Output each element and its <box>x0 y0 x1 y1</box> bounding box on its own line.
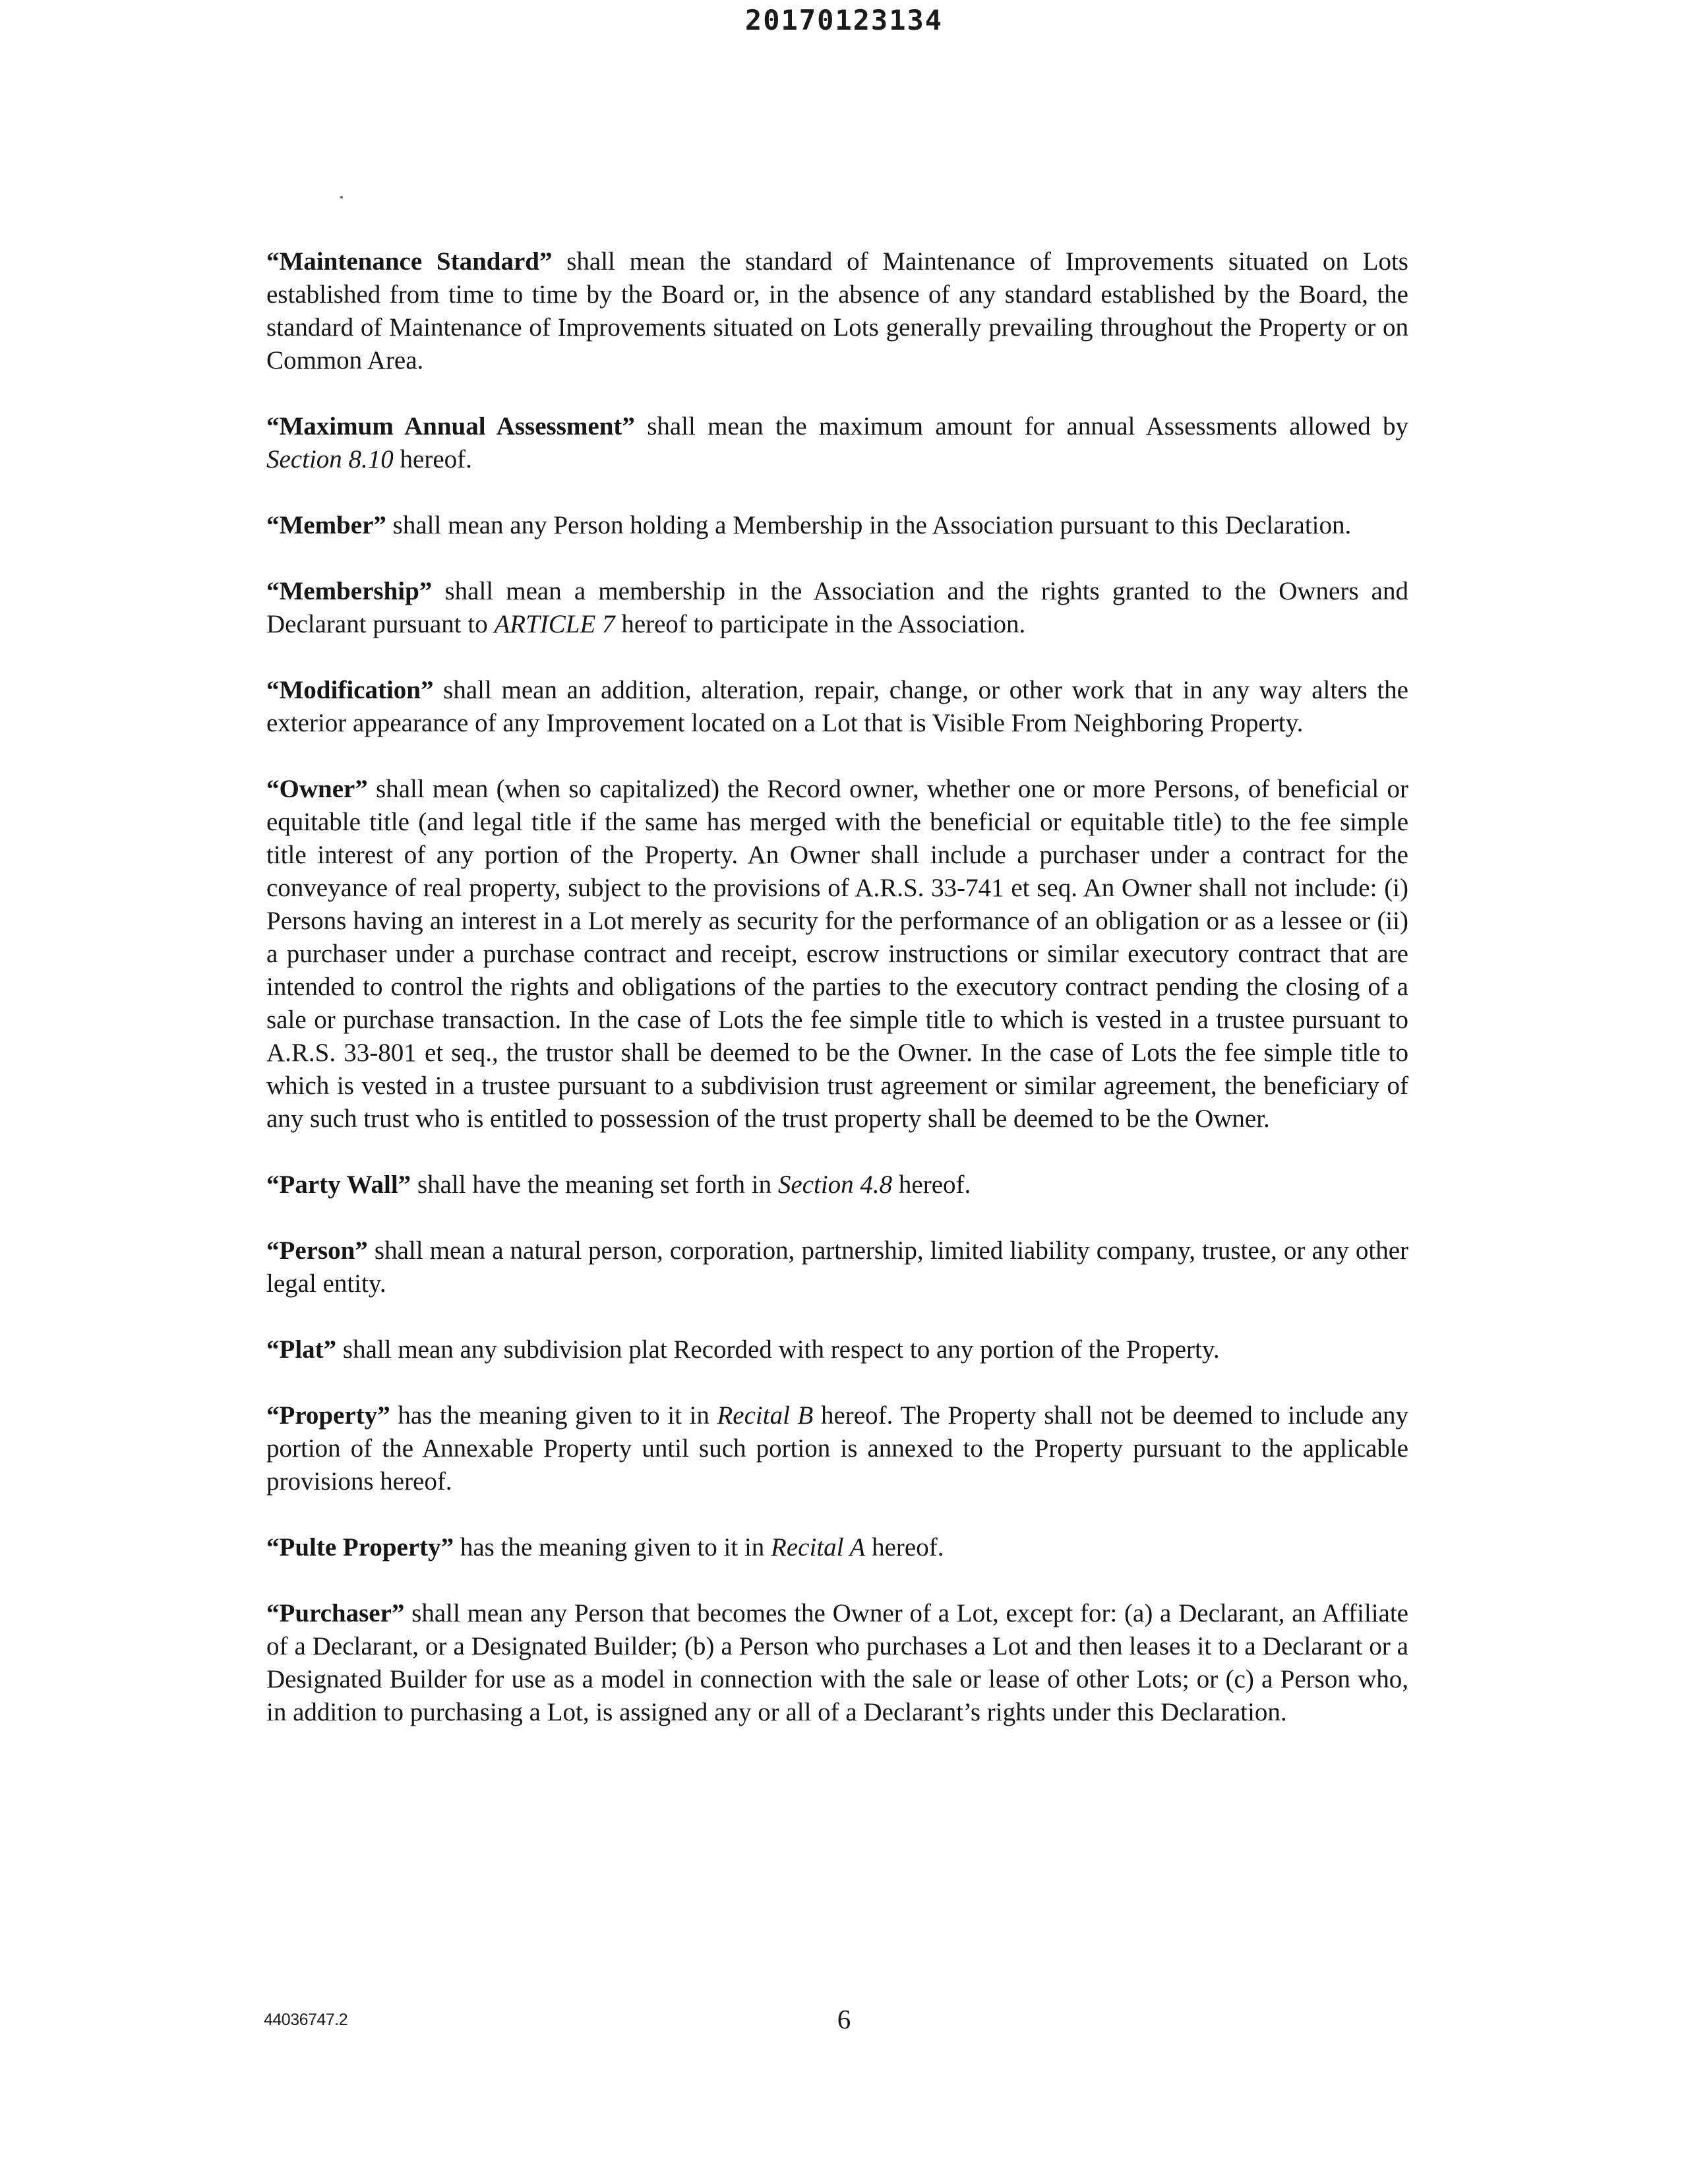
definition-text: hereof. <box>393 445 472 473</box>
definition-member <box>266 509 1408 542</box>
definition-text: hereof to participate in the Association. <box>615 610 1026 638</box>
definition-owner <box>266 773 1408 1136</box>
definition-text: shall mean the standard of Maintenance of Improvements situated on Lots established from time to time by the Board or, in the absence of any standard established by the Board, the standard of Maintenance of Improvements situated on Lots generally prevailing throughout the Property or on Common Area. <box>266 247 1408 375</box>
recording-number: 20170123134 <box>744 4 944 36</box>
definition-text: shall mean the maximum amount for annual Assessments allowed by <box>634 412 1409 440</box>
definition-text: hereof. <box>892 1170 971 1199</box>
definition-term: “Modification” <box>266 676 434 704</box>
definition-text: shall mean an addition, alteration, repair, change, or other work that in any way alters the exterior appearance of any Improvement located on a Lot that is Visible From Neighboring Property. <box>266 676 1408 737</box>
definition-person <box>266 1234 1408 1300</box>
definition-text: has the meaning given to it in <box>454 1533 771 1562</box>
definition-term: “Pulte Property” <box>266 1533 454 1562</box>
scan-speck <box>340 196 343 198</box>
definition-term: “Maximum Annual Assessment” <box>266 412 635 440</box>
definition-text: hereof. <box>865 1533 944 1562</box>
definition-term: “Person” <box>266 1236 368 1265</box>
definition-text: shall mean a natural person, corporation, partnership, limited liability company, trustee, or any other legal entity. <box>266 1236 1408 1298</box>
recital-reference: Recital A <box>771 1533 866 1562</box>
definition-text: shall mean any Person that becomes the Owner of a Lot, except for: (a) a Declarant, an Affiliate of a Declarant, or a Designated Builder; (b) a Person who purchases a Lot and then leases it to a Declarant or a Designated Builder for use as a model in connection with the sale or lease of other Lots; or (c) a Person who, in addition to purchasing a Lot, is assigned any or all of a Declarant’s rights under this Declaration. <box>266 1599 1408 1726</box>
definition-modification <box>266 674 1408 740</box>
definition-pulte-property <box>266 1531 1408 1564</box>
definition-text: has the meaning given to it in <box>390 1401 717 1430</box>
definition-text: hereof. The Property shall not be deemed to include any portion of the Annexable Property until such portion is annexed to the Property pursuant to the applicable provisions hereof. <box>266 1401 1409 1496</box>
definition-text: shall have the meaning set forth in <box>411 1170 778 1199</box>
definition-membership <box>266 575 1408 641</box>
definition-term: “Property” <box>266 1401 390 1430</box>
section-reference: Section 4.8 <box>777 1170 893 1199</box>
definition-property <box>266 1399 1408 1498</box>
definition-term: “Membership” <box>266 577 433 605</box>
definition-maintenance-standard <box>266 245 1408 377</box>
definition-term: “Maintenance Standard” <box>266 247 553 276</box>
definition-party-wall <box>266 1168 1408 1201</box>
definition-purchaser <box>266 1597 1408 1729</box>
section-reference: Section 8.10 <box>266 445 394 473</box>
definition-text: shall mean a membership in the Association and the rights granted to the Owners and Declarant pursuant to <box>266 577 1408 638</box>
article-reference: ARTICLE 7 <box>494 610 615 638</box>
definition-term: “Member” <box>266 511 386 539</box>
page-number: 6 <box>837 2004 851 2034</box>
definition-text: shall mean any subdivision plat Recorded with respect to any portion of the Property. <box>336 1335 1220 1364</box>
document-number: 44036747.2 <box>264 2011 348 2029</box>
definition-term: “Owner” <box>266 775 368 803</box>
definition-text: shall mean (when so capitalized) the Record owner, whether one or more Persons, of beneficial or equitable title (and legal title if the same has merged with the beneficial or equitable title) to the fee simple title interest of any portion of the Property. An Owner shall include a purchaser under a contract for the conveyance of real property, subject to the provisions of A.R.S. 33-741 et seq. An Owner shall not include: (i) Persons having an interest in a Lot merely as security for the performance of an obligation or as a lessee or (ii) a purchaser under a purchase contract and receipt, escrow instructions or similar executory contract that are intended to control the rights and obligations of the parties to the executory contract pending the closing of a sale or purchase transaction. In the case of Lots the fee simple title to which is vested in a trustee pursuant to A.R.S. 33-801 et seq., the trustor shall be deemed to be the Owner. In the case of Lots the fee simple title to which is vested in a trustee pursuant to a subdivision trust agreement or similar agreement, the beneficiary of any such trust who is entitled to possession of the trust property shall be deemed to be the Owner. <box>266 775 1408 1133</box>
definition-term: “Plat” <box>266 1335 337 1364</box>
recital-reference: Recital B <box>717 1401 814 1430</box>
definition-term: “Purchaser” <box>266 1599 405 1627</box>
definition-text: shall mean any Person holding a Membership in the Association pursuant to this Declaration. <box>386 511 1352 539</box>
definitions-list <box>266 245 1408 1729</box>
definition-plat <box>266 1333 1408 1366</box>
definition-maximum-annual-assessment <box>266 410 1408 476</box>
definition-term: “Party Wall” <box>266 1170 411 1199</box>
